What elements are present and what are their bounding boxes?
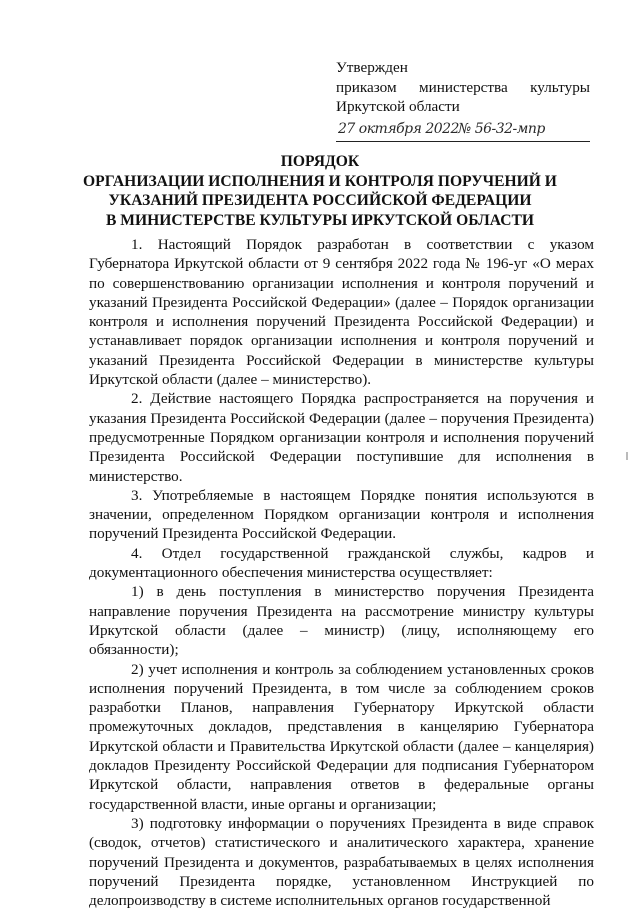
handwritten-number: № 56-32-мпр bbox=[458, 121, 545, 137]
handwritten-date: 27 октября 2022 bbox=[338, 121, 459, 137]
approval-line-approved: Утвержден bbox=[336, 59, 408, 76]
paragraph-4: 4. Отдел государственной гражданской службы, кадров и документационного обеспечения министерства осуществляет: bbox=[89, 544, 594, 582]
paragraph-3: 3. Употребляемые в настоящем Порядке понятия используются в значении, определенном Порядком организации контроля и исполнения поручений Президента Российской Федерации. bbox=[89, 486, 594, 543]
subparagraph-1: 1) в день поступления в министерство поручения Президента направление поручения Президента на рассмотрение министру культуры Иркутской области (далее – министр) (лицу, исполняющему его обязанности); bbox=[89, 583, 594, 659]
title-line-1: ПОРЯДОК bbox=[280, 153, 360, 170]
approval-signature-line bbox=[336, 119, 590, 142]
title-line-3: УКАЗАНИЙ ПРЕЗИДЕНТА РОССИЙСКОЙ ФЕДЕРАЦИИ bbox=[108, 192, 532, 209]
approval-line-order: приказом министерства культуры bbox=[336, 78, 590, 96]
document-body bbox=[89, 235, 594, 910]
title-line-2: ОРГАНИЗАЦИИ ИСПОЛНЕНИЯ И КОНТРОЛЯ ПОРУЧЕНИЙ И bbox=[83, 172, 557, 190]
document-title bbox=[40, 152, 600, 230]
scan-mark bbox=[626, 452, 628, 460]
paragraph-1: 1. Настоящий Порядок разработан в соответствии с указом Губернатора Иркутской области от 9 сентября 2022 года № 196-уг «О мерах по совершенствованию организации исполнения и контроля поручений и указаний Президента Российской Федерации» (далее – Порядок организации контроля и исполнения поручений Президента Российской Федерации) и устанавливает порядок организации исполнения и контроля поручений и указаний Президента Российской Федерации в министерстве культуры Иркутской области (далее – министерство). bbox=[89, 236, 594, 389]
approval-line-region: Иркутской области bbox=[336, 98, 460, 115]
approval-block bbox=[336, 58, 590, 142]
title-line-4: В МИНИСТЕРСТВЕ КУЛЬТУРЫ ИРКУТСКОЙ ОБЛАСТИ bbox=[105, 211, 535, 229]
subparagraph-2: 2) учет исполнения и контроль за соблюдением установленных сроков исполнения поручений Президента, в том числе за соблюдением сроков разработки Планов, направления Губернатору Иркутской области промежуточных докладов, представления в канцелярию Губернатора Иркутской области и Правительства Иркутской области (далее – канцелярия) докладов Президенту Российской Федерации для подписания Губернатором Иркутской области, направления ответов в федеральные органы государственной власти, иные органы и организации; bbox=[89, 660, 594, 813]
paragraph-2: 2. Действие настоящего Порядка распространяется на поручения и указания Президента Российской Федерации (далее – поручения Президента) предусмотренные Порядком организации контроля и исполнения поручений Президента Российской Федерации поступившие для исполнения в министерство. bbox=[89, 390, 594, 485]
subparagraph-3: 3) подготовку информации о поручениях Президента в виде справок (сводок, отчетов) статистического и аналитического характера, хранение поручений Президента и документов, разрабатываемых в целях исполнения поручений Президента порядке, установленном Инструкцией по делопроизводству в системе исполнительных органов государственной bbox=[89, 814, 594, 910]
